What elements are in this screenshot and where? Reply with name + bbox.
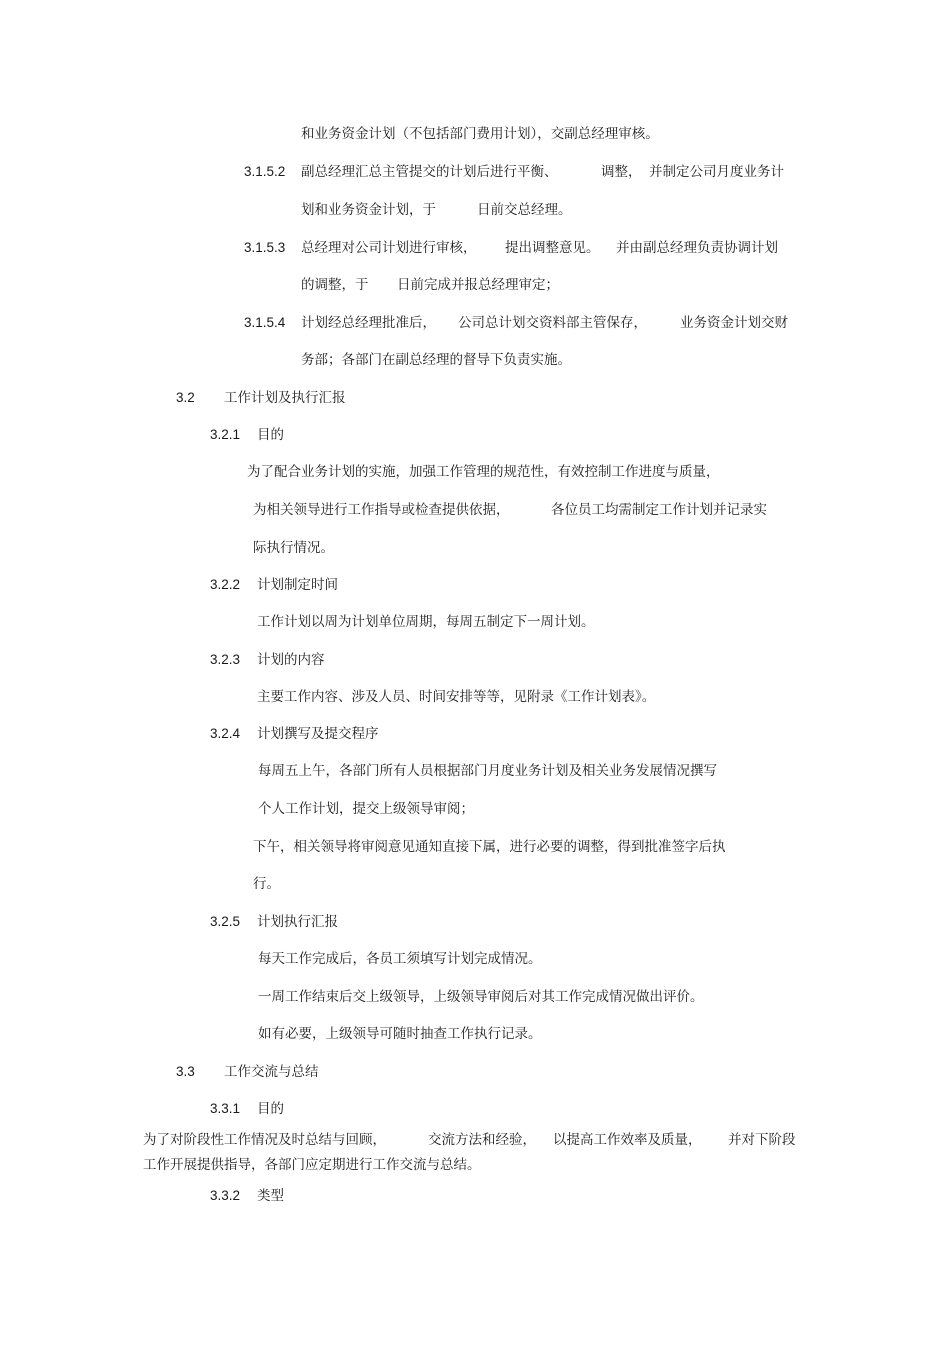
text-line: 业务资金计划交财: [680, 315, 788, 331]
text-line: 为了配合业务计划的实施，加强工作管理的规范性，有效控制工作进度与质量，: [247, 464, 720, 480]
section-number: 3.2.3: [210, 652, 241, 667]
section-number: 3.1.5.3: [244, 240, 286, 255]
section-number: 3.2.2: [210, 577, 241, 592]
text-line: 总经理对公司计划进行审核，: [301, 240, 477, 256]
text-line: 日前完成并报总经理审定；: [397, 277, 559, 293]
section-number: 3.2: [176, 390, 195, 405]
section-heading: 计划的内容: [257, 652, 325, 668]
section-number: 3.1.5.2: [244, 164, 286, 179]
text-line: 为相关领导进行工作指导或检查提供依据，: [253, 502, 510, 518]
text-line: 每天工作完成后，各员工须填写计划完成情况。: [258, 951, 542, 967]
text-line: 为了对阶段性工作情况及时总结与回顾，: [143, 1132, 386, 1148]
text-line: 公司总计划交资料部主管保存，: [458, 315, 647, 331]
text-line: 调整，: [601, 164, 642, 180]
text-line: 交流方法和经验，: [428, 1132, 536, 1148]
text-line: 每周五上午，各部门所有人员根据部门月度业务计划及相关业务发展情况撰写: [258, 763, 717, 779]
section-heading: 计划执行汇报: [257, 914, 338, 930]
text-line: 工作计划以周为计划单位周期，每周五制定下一周计划。: [257, 614, 595, 630]
text-line: 并对下阶段: [728, 1132, 796, 1148]
section-number: 3.2.4: [210, 726, 241, 741]
section-number: 3.3.2: [210, 1188, 241, 1203]
section-number: 3.2.1: [210, 427, 241, 442]
text-line: 工作开展提供指导，各部门应定期进行工作交流与总结。: [143, 1157, 481, 1173]
text-line: 行。: [253, 876, 280, 892]
text-line: 下午，相关领导将审阅意见通知直接下属，进行必要的调整，得到批准签字后执: [253, 839, 726, 855]
text-line: 副总经理汇总主管提交的计划后进行平衡、: [301, 164, 558, 180]
section-heading: 计划制定时间: [257, 577, 338, 593]
text-line: 个人工作计划，提交上级领导审阅；: [258, 801, 474, 817]
text-line: 计划经总经理批准后，: [301, 315, 436, 331]
section-number: 3.3: [176, 1064, 195, 1079]
text-line: 提出调整意见。: [505, 240, 600, 256]
text-line: 主要工作内容、涉及人员、时间安排等等，见附录《工作计划表》。: [257, 689, 656, 705]
text-line: 如有必要，上级领导可随时抽查工作执行记录。: [258, 1026, 542, 1042]
section-number: 3.1.5.4: [244, 315, 286, 330]
section-number: 3.2.5: [210, 914, 241, 929]
section-heading: 目的: [257, 1101, 284, 1117]
text-line: 的调整，于: [301, 277, 369, 293]
text-line: 和业务资金计划（不包括部门费用计划），交副总经理审核。: [301, 126, 659, 142]
text-line: 各位员工均需制定工作计划并记录实: [551, 502, 767, 518]
text-line: 际执行情况。: [253, 540, 334, 556]
text-line: 务部；各部门在副总经理的督导下负责实施。: [301, 352, 571, 368]
section-heading: 类型: [257, 1188, 284, 1204]
text-line: 并由副总经理负责协调计划: [616, 240, 778, 256]
text-line: 日前交总经理。: [477, 202, 572, 218]
section-heading: 工作计划及执行汇报: [224, 390, 346, 406]
section-heading: 计划撰写及提交程序: [257, 726, 379, 742]
text-line: 以提高工作效率及质量，: [553, 1132, 702, 1148]
text-line: 并制定公司月度业务计: [649, 164, 784, 180]
text-line: 划和业务资金计划，于: [301, 202, 436, 218]
section-heading: 工作交流与总结: [224, 1064, 319, 1080]
section-number: 3.3.1: [210, 1101, 241, 1116]
section-heading: 目的: [257, 427, 284, 443]
text-line: 一周工作结束后交上级领导，上级领导审阅后对其工作完成情况做出评价。: [258, 989, 704, 1005]
